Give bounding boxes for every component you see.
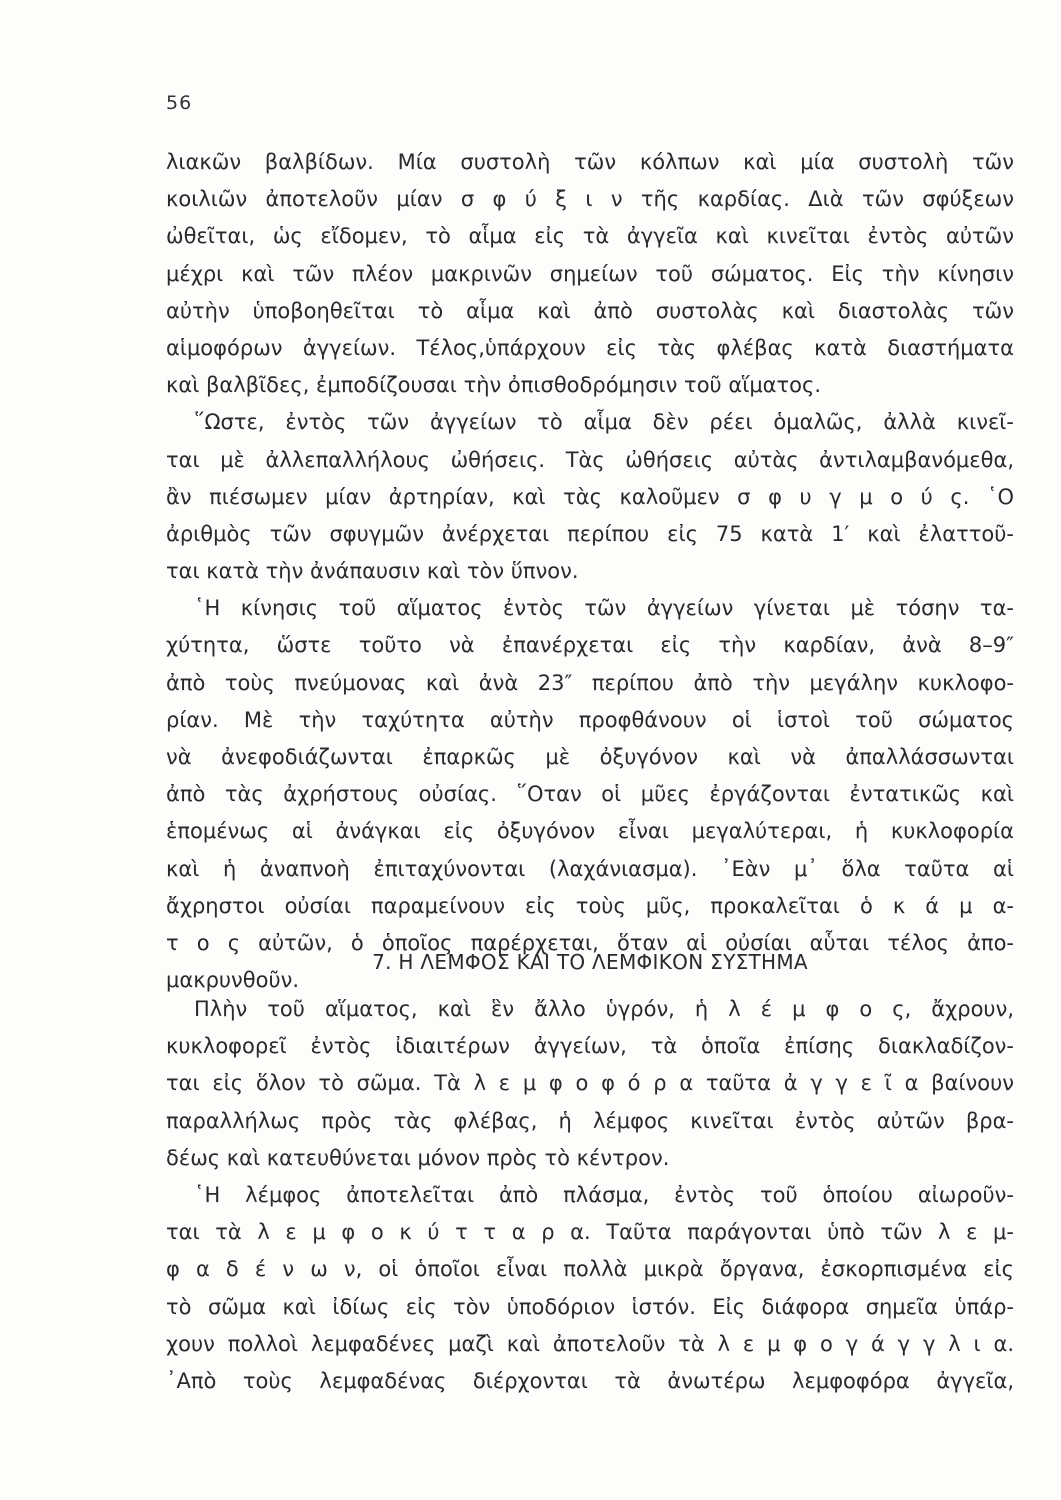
text-line: ῞Ωστε, ἐντὸς τῶν ἀγγείων τὸ αἷμα δὲν ρέει ὁμαλῶς, ἀλλὰ κινεῖ- bbox=[194, 410, 1014, 435]
text-line: μέχρι καὶ τῶν πλέον μακρινῶν σημείων τοῦ σώματος. Εἰς τὴν κίνησιν bbox=[166, 261, 1014, 286]
text-line: ἀπὸ τοὺς πνεύμονας καὶ ἀνὰ 23″ περίπου ἀπὸ τὴν μεγάλην κυκλοφο- bbox=[166, 670, 1014, 695]
text-line: ὠθεῖται, ὡς εἴδομεν, τὸ αἷμα εἰς τὰ ἀγγεῖα καὶ κινεῖται ἐντὸς αὐτῶν bbox=[166, 224, 1014, 249]
page-number: 56 bbox=[166, 92, 193, 114]
text-line: ᾿Απὸ τοὺς λεμφαδένας διέρχονται τὰ ἀνωτέρω λεμφοφόρα ἀγγεῖα, bbox=[166, 1368, 1014, 1393]
text-line: ται τὰ λ ε μ φ ο κ ύ τ τ α ρ α. Ταῦτα παράγονται ὑπὸ τῶν λ ε μ- bbox=[166, 1220, 1014, 1245]
text-line: φ α δ έ ν ω ν, οἱ ὁποῖοι εἶναι πολλὰ μικρὰ ὄργανα, ἐσκορπισμένα εἰς bbox=[166, 1257, 1014, 1282]
text-line: καὶ βαλβῖδες, ἐμποδίζουσαι τὴν ὀπισθοδρόμησιν τοῦ αἵματος. bbox=[166, 373, 822, 398]
text-line: χύτητα, ὥστε τοῦτο νὰ ἐπανέρχεται εἰς τὴν καρδίαν, ἀνὰ 8–9″ bbox=[166, 633, 1014, 658]
text-line: ῾Η λέμφος ἀποτελεῖται ἀπὸ πλάσμα, ἐντὸς τοῦ ὁποίου αἰωροῦν- bbox=[194, 1182, 1014, 1207]
text-line: ται εἰς ὅλον τὸ σῶμα. Τὰ λ ε μ φ ο φ ό ρ α ταῦτα ἀ γ γ ε ῖ α βαίνουν bbox=[166, 1071, 1014, 1096]
text-line: ἑπομένως αἱ ἀνάγκαι εἰς ὀξυγόνον εἶναι μεγαλύτεραι, ἡ κυκλοφορία bbox=[166, 819, 1014, 844]
text-line: τὸ σῶμα καὶ ἰδίως εἰς τὸν ὑποδόριον ἱστόν. Εἰς διάφορα σημεῖα ὑπάρ- bbox=[166, 1294, 1014, 1319]
section-heading-block bbox=[166, 944, 1014, 981]
text-line: ἂν πιέσωμεν μίαν ἀρτηρίαν, καὶ τὰς καλοῦμεν σ φ υ γ μ ο ύ ς. ῾Ο bbox=[166, 484, 1014, 509]
text-line: Πλὴν τοῦ αἵματος, καὶ ἓν ἄλλο ὑγρόν, ἡ λ έ μ φ ο ς, ἄχρουν, bbox=[194, 997, 1014, 1021]
text-line: μακρυνθοῦν. bbox=[166, 968, 300, 993]
text-line: ρίαν. Μὲ τὴν ταχύτητα αὐτὴν προφθάνουν οἱ ἱστοὶ τοῦ σώματος bbox=[166, 707, 1014, 732]
text-line: ἀπὸ τὰς ἀχρήστους οὐσίας. ῞Οταν οἱ μῦες ἐργάζονται ἐντατικῶς καὶ bbox=[166, 782, 1014, 807]
text-line: ἄχρηστοι οὐσίαι παραμείνουν εἰς τοὺς μῦς, προκαλεῖται ὁ κ ά μ α- bbox=[166, 893, 1014, 918]
text-line: καὶ ἡ ἀναπνοὴ ἐπιταχύνονται (λαχάνιασμα). ᾿Εὰν μ᾿ ὅλα ταῦτα αἱ bbox=[166, 856, 1014, 881]
section-heading: 7. Η ΛΕΜΦΟΣ ΚΑΙ ΤΟ ΛΕΜΦΙΚΟΝ ΣΥΣΤΗΜΑ bbox=[372, 950, 808, 974]
text-line: λιακῶν βαλβίδων. Μία συστολὴ τῶν κόλπων καὶ μία συστολὴ τῶν bbox=[166, 150, 1014, 174]
text-line: νὰ ἀνεφοδιάζωνται ἐπαρκῶς μὲ ὀξυγόνον καὶ νὰ ἀπαλλάσσωνται bbox=[166, 745, 1014, 769]
text-line: παραλλήλως πρὸς τὰς φλέβας, ἡ λέμφος κινεῖται ἐντὸς αὐτῶν βρα- bbox=[166, 1108, 1014, 1133]
text-line: κοιλιῶν ἀποτελοῦν μίαν σ φ ύ ξ ι ν τῆς καρδίας. Διὰ τῶν σφύξεων bbox=[166, 187, 1014, 212]
text-line: ἀριθμὸς τῶν σφυγμῶν ἀνέρχεται περίπου εἰς 75 κατὰ 1′ καὶ ἐλαττοῦ- bbox=[166, 521, 1014, 546]
text-line: κυκλοφορεῖ ἐντὸς ἰδιαιτέρων ἀγγείων, τὰ ὁποῖα ἐπίσης διακλαδίζον- bbox=[166, 1034, 1014, 1059]
text-line: ται κατὰ τὴν ἀνάπαυσιν καὶ τὸν ὕπνον. bbox=[166, 559, 579, 584]
text-line: τ ο ς αὐτῶν, ὁ ὁποῖος παρέρχεται, ὅταν αἱ οὐσίαι αὗται τέλος ἀπο- bbox=[166, 930, 1014, 955]
text-line: αὐτὴν ὑποβοηθεῖται τὸ αἷμα καὶ ἀπὸ συστολὰς καὶ διαστολὰς τῶν bbox=[166, 298, 1014, 323]
text-line: ῾Η κίνησις τοῦ αἵματος ἐντὸς τῶν ἀγγείων γίνεται μὲ τόσην τα- bbox=[194, 596, 1014, 621]
section-circulation-text bbox=[166, 144, 1014, 999]
text-line: χουν πολλοὶ λεμφαδένες μαζὶ καὶ ἀποτελοῦν τὰ λ ε μ φ ο γ ά γ γ λ ι α. bbox=[166, 1331, 1014, 1356]
section-lymph-text bbox=[166, 991, 1014, 1400]
text-line: δέως καὶ κατευθύνεται μόνον πρὸς τὸ κέντρον. bbox=[166, 1145, 670, 1170]
text-line: αἱμοφόρων ἀγγείων. Τέλος,ὑπάρχουν εἰς τὰς φλέβας κατὰ διαστήματα bbox=[166, 335, 1014, 360]
text-line: ται μὲ ἀλλεπαλλήλους ὠθήσεις. Τὰς ὠθήσεις αὐτὰς ἀντιλαμβανόμεθα, bbox=[166, 447, 1014, 472]
